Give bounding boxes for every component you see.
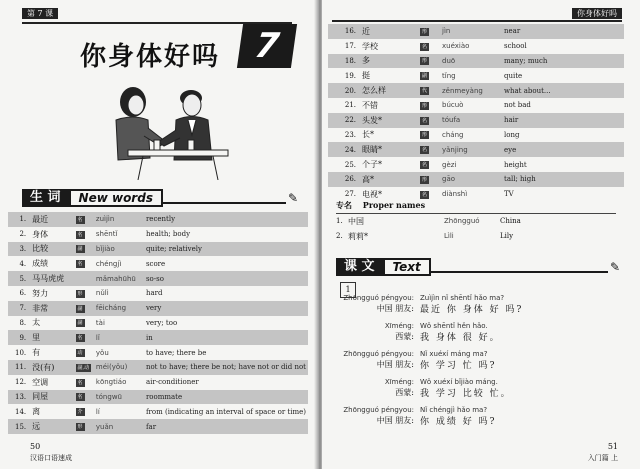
vocab-english: so-so — [144, 271, 308, 286]
vocab-pinyin: shēntǐ — [94, 227, 144, 242]
vocab-pos-cell — [74, 375, 94, 390]
vocab-row — [8, 345, 308, 360]
footer-left: 汉语口语速成 — [30, 454, 72, 462]
vocab-pos-cell — [418, 39, 440, 54]
vocab-hanzi: 身体 — [30, 227, 73, 242]
vocab-part-of-speech: 形 — [422, 58, 428, 65]
proper-name-row — [336, 214, 521, 228]
vocab-pos-cell — [74, 212, 94, 227]
vocab-pos-cell — [418, 24, 440, 39]
vocab-part-of-speech: 名 — [422, 191, 428, 198]
vocab-hanzi: 没(有) — [30, 360, 73, 375]
vocab-english: eye — [502, 142, 624, 157]
vocab-english: roommate — [144, 390, 308, 405]
line-hanzi: 最近 你 身体 好 吗? — [420, 305, 524, 315]
line-pinyin: Nǐ chéngjì hǎo ma? — [420, 405, 488, 414]
vocab-english: TV — [502, 187, 624, 202]
speaker-hanzi: 中国 朋友: — [376, 416, 414, 425]
vocab-pinyin: gèzi — [440, 157, 502, 172]
vocab-pos-cell — [74, 404, 94, 419]
right-header — [332, 8, 622, 22]
vocab-part-of-speech: 代 — [422, 88, 428, 95]
vocab-english: school — [502, 39, 624, 54]
vocab-pos-cell — [74, 345, 94, 360]
vocab-pos-cell — [418, 83, 440, 98]
lesson-number-badge: 7 — [237, 24, 297, 68]
line-hanzi: 你 学习 忙 吗? — [420, 361, 497, 371]
vocab-english: very; too — [144, 316, 308, 331]
vocab-hanzi: 电视* — [360, 187, 418, 202]
dialogue-line — [342, 376, 622, 398]
vocab-number: 3. — [8, 242, 30, 257]
vocab-hanzi: 有 — [30, 345, 73, 360]
footer-right: 入门篇 上 — [587, 454, 618, 462]
lesson-tab: 第 7 课 — [22, 8, 58, 19]
chapter-tab: 你身体好吗 — [572, 8, 622, 19]
vocab-pos-cell — [74, 256, 94, 271]
dialogue-line — [342, 320, 622, 342]
vocab-part-of-speech: 形 — [422, 102, 428, 109]
line-hanzi: 我 身体 很 好。 — [420, 333, 501, 343]
vocab-pos-cell — [418, 98, 440, 113]
proper-name-row — [336, 229, 513, 243]
vocab-number: 8. — [8, 316, 30, 331]
vocab-hanzi: 高* — [360, 172, 418, 187]
vocab-hanzi: 非常 — [30, 301, 73, 316]
vocab-english: many; much — [502, 54, 624, 69]
vocab-hanzi: 不错 — [360, 98, 418, 113]
vocab-hanzi: 头发* — [360, 113, 418, 128]
vocab-pos-cell — [74, 227, 94, 242]
vocab-hanzi: 空调 — [30, 375, 73, 390]
vocab-hanzi: 里 — [30, 330, 73, 345]
dialogue-line — [342, 292, 622, 314]
vocab-pos-cell — [74, 271, 94, 286]
dialogue-line — [342, 348, 622, 370]
vocab-pos-cell — [74, 316, 94, 331]
vocab-part-of-speech: 名 — [422, 43, 428, 50]
vocab-hanzi: 最近 — [30, 212, 73, 227]
vocab-number: 22. — [328, 113, 360, 128]
proper-name-hanzi: 中国 — [348, 216, 364, 226]
vocab-hanzi: 马马虎虎 — [30, 271, 73, 286]
vocab-number: 5. — [8, 271, 30, 286]
speaker-pinyin: Xīméng: — [384, 377, 414, 386]
vocab-english: not to have; there be not; have not or did not — [144, 360, 308, 375]
vocab-number: 12. — [8, 375, 30, 390]
vocab-number: 17. — [328, 39, 360, 54]
vocab-part-of-speech: 副 — [422, 73, 428, 80]
vocab-number: 18. — [328, 54, 360, 69]
vocab-row — [8, 419, 308, 434]
section-title-cn: 课 文 — [336, 258, 383, 276]
vocab-pinyin: zuìjìn — [94, 212, 144, 227]
vocab-pos-cell — [418, 128, 440, 143]
vocab-english: to have; there be — [144, 345, 308, 360]
vocab-pos-cell — [418, 142, 440, 157]
vocab-hanzi: 太 — [30, 316, 73, 331]
vocab-pinyin: fēicháng — [94, 301, 144, 316]
vocab-part-of-speech: 介 — [77, 409, 83, 416]
vocab-hanzi: 比较 — [30, 242, 73, 257]
speaker-hanzi: 西蒙: — [395, 388, 414, 397]
vocab-hanzi: 远 — [30, 419, 73, 434]
vocab-pinyin: diànshì — [440, 187, 502, 202]
proper-names-header — [336, 200, 616, 214]
vocab-row — [8, 330, 308, 345]
two-people-illustration — [88, 80, 238, 180]
vocab-hanzi: 眼睛* — [360, 142, 418, 157]
part-number-box: 1 — [340, 282, 356, 298]
vocab-part-of-speech: 名 — [77, 394, 83, 401]
vocab-pos-cell — [74, 286, 94, 301]
vocab-english: far — [144, 419, 308, 434]
vocab-row — [328, 98, 624, 113]
vocab-hanzi: 近 — [360, 24, 418, 39]
vocab-number: 20. — [328, 83, 360, 98]
vocab-hanzi: 成绩 — [30, 256, 73, 271]
proper-names-en: Proper names — [362, 200, 426, 210]
vocab-number: 23. — [328, 128, 360, 143]
vocab-part-of-speech: 名 — [422, 117, 428, 124]
vocab-part-of-speech: 名 — [422, 147, 428, 154]
vocab-number: 11. — [8, 360, 30, 375]
proper-name-number: 2. — [336, 232, 343, 240]
vocab-english: hair — [502, 113, 624, 128]
vocab-pinyin: tǐng — [440, 68, 502, 83]
vocab-row — [328, 83, 624, 98]
vocab-row — [8, 390, 308, 405]
vocab-part-of-speech: 副 — [77, 246, 83, 253]
vocab-pinyin: lí — [94, 404, 144, 419]
vocab-part-of-speech: 名 — [77, 216, 83, 223]
vocab-pinyin: gāo — [440, 172, 502, 187]
vocab-row — [328, 68, 624, 83]
section-rule — [431, 262, 608, 273]
vocab-row — [8, 301, 308, 316]
vocab-row — [328, 39, 624, 54]
vocab-english: health; body — [144, 227, 308, 242]
vocab-row — [8, 404, 308, 419]
vocab-row — [8, 316, 308, 331]
vocab-number: 4. — [8, 256, 30, 271]
vocab-number: 24. — [328, 142, 360, 157]
vocab-number: 16. — [328, 24, 360, 39]
vocab-pinyin: bǐjiào — [94, 242, 144, 257]
left-page — [0, 0, 318, 469]
vocab-pinyin: mǎmahūhū — [94, 271, 144, 286]
vocab-number: 2. — [8, 227, 30, 242]
page-number-right: 51 — [607, 442, 618, 451]
pen-icon: ✎ — [287, 191, 298, 205]
section-title-en: New words — [69, 189, 163, 207]
vocab-pinyin: yǎnjing — [440, 142, 502, 157]
vocab-pos-cell — [74, 242, 94, 257]
vocab-row — [8, 375, 308, 390]
vocab-part-of-speech: 名 — [422, 162, 428, 169]
vocab-row — [328, 142, 624, 157]
proper-name-number: 1. — [336, 217, 343, 225]
vocab-part-of-speech: 副 — [77, 305, 83, 312]
vocab-number: 26. — [328, 172, 360, 187]
vocab-part-of-speech: 名 — [77, 335, 83, 342]
vocab-hanzi: 长* — [360, 128, 418, 143]
vocab-english: in — [144, 330, 308, 345]
vocab-row — [328, 157, 624, 172]
vocab-number: 19. — [328, 68, 360, 83]
vocab-pinyin: yǒu — [94, 345, 144, 360]
vocab-pinyin: cháng — [440, 128, 502, 143]
vocab-english: score — [144, 256, 308, 271]
vocab-row — [8, 271, 308, 286]
vocab-part-of-speech: 形 — [77, 290, 83, 297]
section-rule — [163, 193, 286, 204]
speaker-pinyin: Zhōngguó péngyou: — [343, 293, 414, 302]
vocab-pos-cell — [418, 68, 440, 83]
vocab-pos-cell — [74, 330, 94, 345]
vocab-number: 21. — [328, 98, 360, 113]
vocab-part-of-speech: 名 — [77, 379, 83, 386]
vocab-english: very — [144, 301, 308, 316]
vocab-hanzi: 个子* — [360, 157, 418, 172]
vocab-row — [8, 286, 308, 301]
page-number-left: 50 — [30, 442, 41, 451]
vocab-row — [8, 360, 308, 375]
vocab-row — [328, 172, 624, 187]
vocab-pinyin: yuǎn — [94, 419, 144, 434]
vocab-hanzi: 同屋 — [30, 390, 73, 405]
vocab-row — [328, 113, 624, 128]
vocab-pinyin: tóufa — [440, 113, 502, 128]
vocab-part-of-speech: 副 — [77, 320, 83, 327]
vocab-pinyin: tài — [94, 316, 144, 331]
vocab-hanzi: 离 — [30, 404, 73, 419]
vocab-english: quite — [502, 68, 624, 83]
line-pinyin: Wǒ xuéxí bǐjiào máng. — [420, 377, 498, 386]
vocab-hanzi: 学校 — [360, 39, 418, 54]
proper-name-pinyin: Zhōngguó — [444, 217, 480, 225]
proper-names-cn: 专名 — [336, 200, 352, 210]
vocab-row — [8, 227, 308, 242]
vocab-hanzi: 挺 — [360, 68, 418, 83]
vocab-number: 6. — [8, 286, 30, 301]
vocab-pinyin: zěnmeyàng — [440, 83, 502, 98]
vocab-number: 13. — [8, 390, 30, 405]
vocab-pos-cell — [74, 390, 94, 405]
vocab-number: 10. — [8, 345, 30, 360]
vocab-pos-cell — [418, 172, 440, 187]
left-header — [22, 8, 292, 24]
vocab-pos-cell — [418, 54, 440, 69]
proper-name-english: China — [500, 217, 521, 225]
vocab-part-of-speech: 名 — [77, 231, 83, 238]
vocab-english: near — [502, 24, 624, 39]
vocab-pinyin: nǔlì — [94, 286, 144, 301]
vocab-pinyin: xuéxiào — [440, 39, 502, 54]
vocab-pinyin: búcuò — [440, 98, 502, 113]
vocab-english: air-conditioner — [144, 375, 308, 390]
line-pinyin: Wǒ shēntǐ hěn hǎo. — [420, 321, 488, 330]
vocabulary-table-left — [8, 212, 308, 434]
proper-name-hanzi: 莉莉* — [348, 231, 368, 241]
speaker-hanzi: 中国 朋友: — [376, 304, 414, 313]
speaker-hanzi: 西蒙: — [395, 332, 414, 341]
vocabulary-table-right — [328, 24, 624, 202]
line-pinyin: Zuìjìn nǐ shēntǐ hǎo ma? — [420, 293, 505, 302]
vocab-english: hard — [144, 286, 308, 301]
new-words-header — [22, 189, 298, 207]
vocab-english: long — [502, 128, 624, 143]
vocab-part-of-speech: 形 — [422, 132, 428, 139]
dialogue-line — [342, 404, 622, 426]
section-title-cn: 生 词 — [22, 189, 69, 207]
vocab-pos-cell — [74, 419, 94, 434]
speaker-hanzi: 中国 朋友: — [376, 360, 414, 369]
vocab-pinyin: kōngtiáo — [94, 375, 144, 390]
vocab-english: height — [502, 157, 624, 172]
speaker-pinyin: Zhōngguó péngyou: — [343, 405, 414, 414]
vocab-english: from (indicating an interval of space or time) — [144, 404, 308, 419]
vocab-row — [8, 212, 308, 227]
vocab-row — [328, 128, 624, 143]
vocab-number: 25. — [328, 157, 360, 172]
vocab-pos-cell — [418, 113, 440, 128]
vocab-hanzi: 努力 — [30, 286, 73, 301]
vocab-number: 15. — [8, 419, 30, 434]
vocab-part-of-speech: 形 — [422, 176, 428, 183]
vocab-pinyin: jìn — [440, 24, 502, 39]
section-title-en: Text — [383, 258, 431, 276]
vocab-pos-cell — [74, 301, 94, 316]
vocab-part-of-speech: 副,动 — [77, 364, 90, 371]
pen-icon: ✎ — [609, 260, 620, 274]
line-hanzi: 我 学习 比较 忙。 — [420, 389, 512, 399]
vocab-number: 9. — [8, 330, 30, 345]
vocab-pos-cell — [74, 360, 94, 375]
proper-name-english: Lily — [500, 232, 514, 240]
vocab-part-of-speech: 形 — [77, 424, 83, 431]
line-hanzi: 你 成绩 好 吗? — [420, 417, 497, 427]
vocab-number: 27. — [328, 187, 360, 202]
vocab-english: recently — [144, 212, 308, 227]
text-section-header — [336, 258, 620, 276]
vocab-part-of-speech: 形 — [422, 28, 428, 35]
vocab-part-of-speech: 名 — [77, 261, 83, 268]
vocab-pinyin: tóngwū — [94, 390, 144, 405]
vocab-pinyin: lǐ — [94, 330, 144, 345]
proper-name-pinyin: Lìli — [444, 232, 454, 240]
speaker-pinyin: Zhōngguó péngyou: — [343, 349, 414, 358]
lesson-title: 你身体好吗 — [80, 42, 221, 72]
vocab-number: 14. — [8, 404, 30, 419]
vocab-number: 7. — [8, 301, 30, 316]
vocab-english: tall; high — [502, 172, 624, 187]
speaker-pinyin: Xīméng: — [384, 321, 414, 330]
vocab-pinyin: chéngjì — [94, 256, 144, 271]
vocab-pos-cell — [418, 157, 440, 172]
vocab-row — [8, 256, 308, 271]
vocab-number: 1. — [8, 212, 30, 227]
line-pinyin: Nǐ xuéxí máng ma? — [420, 349, 488, 358]
vocab-english: not bad — [502, 98, 624, 113]
vocab-row — [8, 242, 308, 257]
vocab-part-of-speech: 动 — [77, 350, 83, 357]
vocab-row — [328, 24, 624, 39]
vocab-hanzi: 怎么样 — [360, 83, 418, 98]
vocab-hanzi: 多 — [360, 54, 418, 69]
vocab-pinyin: duō — [440, 54, 502, 69]
vocab-english: quite; relatively — [144, 242, 308, 257]
vocab-pinyin: méi(yǒu) — [94, 360, 144, 375]
vocab-row — [328, 54, 624, 69]
right-page — [322, 0, 640, 469]
vocab-english: what about... — [502, 83, 624, 98]
